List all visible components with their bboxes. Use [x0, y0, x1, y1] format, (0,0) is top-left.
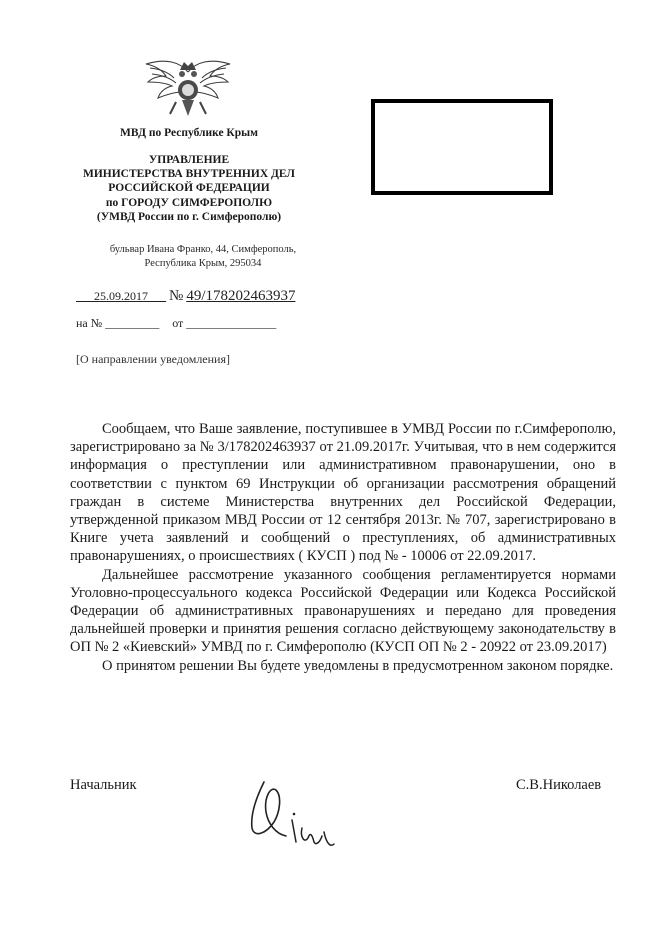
ministry-short-name: МВД по Республике Крым — [120, 127, 258, 139]
body-paragraph-3: О принятом решении Вы будете уведомлены в предусмотренном законом порядке. — [102, 657, 614, 674]
department-line-5: (УМВД России по г. Симферополю) — [96, 211, 282, 223]
registration-date-row: ___25.09.2017___ № 49/178202463937 — [76, 288, 296, 304]
signatory-name: С.В.Николаев — [516, 777, 602, 793]
handwritten-signature — [236, 772, 346, 862]
body-paragraph-1: Сообщаем, что Ваше заявление, поступившее в УМВД России по г.Симферополю, зарегистрировано за № 3/178202463937 от 21.09.2017г. Учитывая, что в нем содержится информация о преступлении или административном правонарушении, оно в соответствии с пунктом 69 Инструкции об организации рассмотрения обращений граждан в системе Министерства внутренних дел Российской Федерации, утвержденной приказом МВД России от 12 сентября 2013г. № 707, зарегистрировано в Книге учета заявлений и сообщений о преступлениях, об административных правонарушениях, о происшествиях ( КУСП ) под № - 10006 от 22.09.2017. — [70, 421, 616, 565]
subject-line: [О направлении уведомления] — [76, 352, 230, 366]
department-line-3: РОССИЙСКОЙ ФЕДЕРАЦИИ — [108, 182, 270, 194]
signatory-title: Начальник — [70, 777, 137, 793]
reply-to-label: на № — [76, 316, 103, 330]
department-line-2: МИНИСТЕРСТВА ВНУТРЕННИХ ДЕЛ — [82, 168, 296, 180]
letter-body — [70, 420, 616, 675]
registration-date: 25.09.2017 — [94, 289, 148, 303]
body-paragraph-2: Дальнейшее рассмотрение указанного сообщения регламентируется нормами Уголовно-процессуального кодекса Российской Федерации или Кодекса Российской Федерации об административных правонарушениях и передано для проведения дальнейшей проверки и принятия решения согласно действующему законодательству в ОП № 2 «Киевский» УМВД по г. Симферополю (КУСП ОП № 2 - 20922 от 23.09.2017) — [70, 566, 616, 656]
reply-reference-row: на № _________ от _______________ — [76, 316, 277, 330]
department-line-1: УПРАВЛЕНИЕ — [148, 154, 230, 166]
address-line-2: Республика Крым, 295034 — [144, 258, 262, 269]
address-line-1: бульвар Ивана Франко, 44, Симферополь, — [109, 244, 297, 255]
registration-number-prefix: № — [169, 288, 184, 304]
eagle-emblem-icon — [140, 50, 236, 122]
registration-number: 49/178202463937 — [186, 288, 296, 304]
department-line-4: по ГОРОДУ СИМФЕРОПОЛЮ — [105, 197, 273, 209]
reply-from-label: от — [172, 316, 184, 330]
redaction-box — [371, 99, 553, 195]
